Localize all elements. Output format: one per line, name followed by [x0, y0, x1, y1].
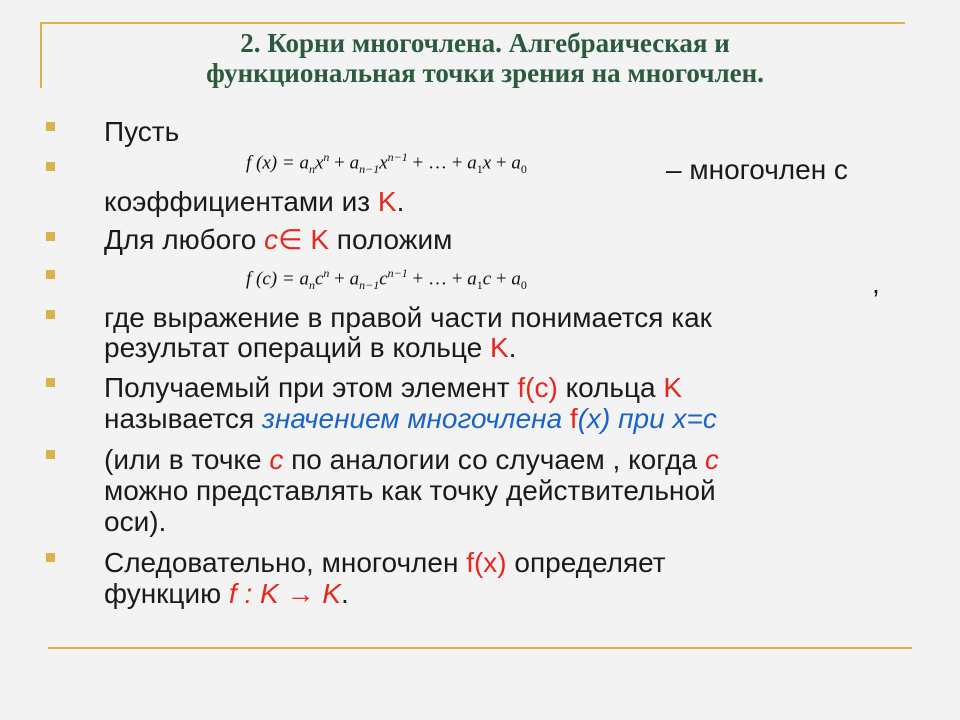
item-function-2: функцию f : K → K. — [104, 578, 349, 609]
item-poly-suffix: – многочлен с — [666, 154, 848, 185]
title-line-2: функциональная точки зрения на многочлен. — [206, 58, 764, 88]
bullet-8 — [46, 553, 55, 562]
frame-top-line — [40, 22, 905, 24]
item-analogy-3: оси). — [104, 506, 167, 537]
item-analogy-2: можно представлять как точку действительной — [104, 475, 716, 506]
bullet-3 — [46, 232, 55, 241]
item-value-def-1: Получаемый при этом элемент f(c) кольца K — [104, 372, 683, 403]
bullet-6 — [46, 378, 55, 387]
item-coefficients: коэффициентами из K. — [104, 186, 405, 217]
item-for-any-c: Для любого c∈ K положим — [104, 224, 453, 255]
bullet-7 — [46, 450, 55, 459]
formula-comma: , — [872, 268, 880, 299]
item-ring-operations-1: где выражение в правой части понимается как — [104, 302, 712, 333]
formula-polynomial-fx: f $(x) = a_nx^n + a_{n-1}x^{n-1}$ + … + $a_1x + a_0$ — [246, 150, 527, 177]
bullet-5 — [46, 310, 55, 319]
item-analogy-1: (или в точке c по аналогии со случаем , когда c — [104, 444, 719, 475]
title-line-1: 2. Корни многочлена. Алгебраическая и — [240, 28, 730, 58]
bullet-4 — [46, 270, 55, 279]
frame-left-line — [40, 22, 42, 88]
frame-bottom-line — [48, 647, 912, 649]
item-ring-operations-2: результат операций в кольце K. — [104, 332, 517, 363]
item-let: Пусть — [104, 116, 180, 147]
bullet-2 — [46, 162, 55, 171]
slide-title — [60, 28, 910, 88]
item-value-def-2: называется значением многочлена f(x) при x=c — [104, 403, 717, 434]
bullet-1 — [46, 122, 55, 131]
formula-polynomial-fc: f $(c) = a_nc^n + a_{n-1}c^{n-1}$ + … + $a_1c + a_0$ — [246, 266, 527, 293]
item-function-1: Следовательно, многочлен f(x) определяет — [104, 547, 666, 578]
